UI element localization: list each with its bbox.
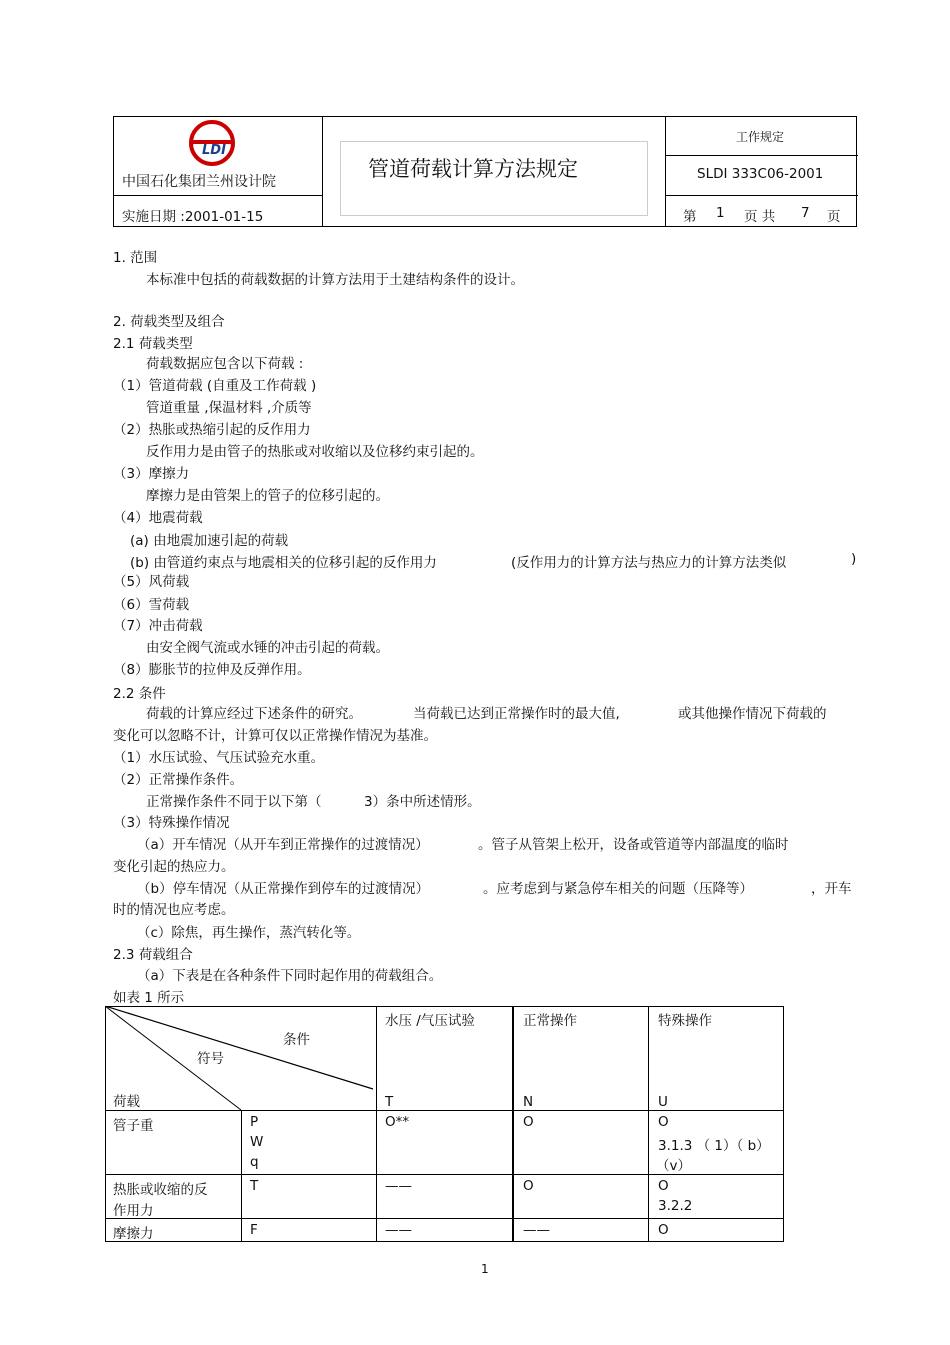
- institute-logo: [187, 119, 237, 167]
- page-number: 1: [481, 1262, 489, 1276]
- row1-test: O**: [385, 1114, 410, 1130]
- doc-title: 管道荷载计算方法规定: [368, 157, 578, 181]
- diagonal-header-lines: [105, 1006, 377, 1111]
- section-1-heading: 1. 范围: [113, 250, 158, 266]
- row3-symbol: F: [250, 1222, 258, 1238]
- section-2-2-para-a: 荷载的计算应经过下述条件的研究。: [146, 706, 362, 722]
- section-2-3-text: （a）下表是在各种条件下同时起作用的荷载组合。: [137, 968, 443, 984]
- condition-3: （3）特殊操作情况: [113, 815, 230, 831]
- load-item-2-detail: 反作用力是由管子的热胀或对收缩以及位移约束引起的。: [146, 444, 484, 460]
- condition-2-detail-b: 3）条中所述情形。: [364, 794, 481, 810]
- row1-special-ref2: （v）: [656, 1158, 691, 1174]
- col-header-special: 特殊操作: [658, 1013, 712, 1029]
- load-item-2: （2）热胀或热缩引起的反作用力: [113, 422, 311, 438]
- row2-load-cont: 作用力: [113, 1203, 154, 1219]
- section-2-heading: 2. 荷载类型及组合: [113, 314, 225, 330]
- condition-3a: （a）开车情况（从开车到正常操作的过渡情况）: [137, 837, 429, 853]
- section-2-2-para-b: 当荷载已达到正常操作时的最大值,: [413, 706, 620, 722]
- load-combination-table: [105, 1006, 784, 1242]
- row2-symbol: T: [250, 1178, 259, 1194]
- condition-1: （1）水压试验、气压试验充水重。: [113, 750, 325, 766]
- load-item-8: （8）膨胀节的拉伸及反弹作用。: [113, 662, 311, 678]
- condition-2: （2）正常操作条件。: [113, 772, 244, 788]
- row1-special-ref: 3.1.3 （ 1）（ b）: [658, 1138, 770, 1154]
- load-item-4b-note: (反作用力的计算方法与热应力的计算方法类似: [511, 555, 787, 571]
- row1-normal: O: [523, 1114, 534, 1130]
- load-item-7: （7）冲击荷载: [113, 618, 203, 634]
- table-caption: 如表 1 所示: [113, 990, 185, 1006]
- row1-symbol-p: P: [250, 1114, 259, 1130]
- row3-test: ——: [385, 1222, 412, 1238]
- diag-condition-label: 条件: [283, 1032, 310, 1048]
- page-info-4: 7: [801, 205, 810, 221]
- doc-number: SLDI 333C06-2001: [697, 166, 824, 182]
- section-1-text: 本标准中包括的荷载数据的计算方法用于土建结构条件的设计。: [146, 272, 524, 288]
- row2-load: 热胀或收缩的反: [113, 1182, 208, 1198]
- condition-3c: （c）除焦，再生操作，蒸汽转化等。: [137, 925, 361, 941]
- org-name: 中国石化集团兰州设计院: [122, 174, 276, 190]
- col-symbol-special: U: [658, 1094, 668, 1110]
- load-item-1: （1）管道荷载 (自重及工作荷载 ): [113, 378, 317, 394]
- diag-symbol-label: 符号: [197, 1051, 224, 1067]
- load-item-4a: (a) 由地震加速引起的荷载: [130, 533, 289, 549]
- svg-text:LDI: LDI: [202, 143, 226, 158]
- row3-normal: ——: [523, 1222, 550, 1238]
- page-info-1: 第: [683, 209, 697, 225]
- load-item-5: （5）风荷载: [113, 574, 190, 590]
- doc-type: 工作规定: [736, 130, 785, 144]
- load-item-1-detail: 管道重量 ,保温材料 ,介质等: [146, 400, 312, 416]
- condition-3b-cont2: ，开车: [811, 881, 852, 897]
- page-info-5: 页: [827, 209, 841, 225]
- load-item-7-detail: 由安全阀气流或水锤的冲击引起的荷载。: [146, 640, 389, 656]
- col-symbol-normal: N: [523, 1094, 534, 1110]
- diag-load-label: 荷载: [113, 1094, 140, 1110]
- section-2-1-heading: 2.1 荷载类型: [113, 336, 193, 352]
- condition-3b-cont: 。应考虑到与紧急停车相关的问题（压降等）: [483, 881, 753, 897]
- section-2-3-heading: 2.3 荷载组合: [113, 947, 193, 963]
- load-item-6: （6）雪荷载: [113, 597, 190, 613]
- page-info-2: 1: [716, 205, 725, 221]
- col-header-normal: 正常操作: [523, 1013, 577, 1029]
- row2-test: ——: [385, 1178, 412, 1194]
- row1-load: 管子重: [113, 1118, 154, 1134]
- page-info-3: 页 共: [744, 209, 776, 225]
- load-item-4: （4）地震荷载: [113, 510, 203, 526]
- condition-2-detail-a: 正常操作条件不同于以下第（: [146, 794, 322, 810]
- document-header: [113, 116, 857, 227]
- load-item-3-detail: 摩擦力是由管架上的管子的位移引起的。: [146, 488, 389, 504]
- row2-special-ref: 3.2.2: [658, 1198, 693, 1214]
- condition-3a-cont: 。管子从管架上松开，设备或管道等内部温度的临时: [478, 837, 789, 853]
- row3-special: O: [658, 1222, 669, 1238]
- load-item-3: （3）摩擦力: [113, 466, 190, 482]
- row1-symbol-w: W: [250, 1134, 264, 1150]
- row1-special: O: [658, 1114, 669, 1130]
- condition-3b: （b）停车情况（从正常操作到停车的过渡情况）: [137, 881, 430, 897]
- condition-3b-end: 时的情况也应考虑。: [113, 902, 235, 918]
- row2-normal: O: [523, 1178, 534, 1194]
- load-item-4b-close: ): [851, 551, 857, 567]
- load-item-4b: (b) 由管道约束点与地震相关的位移引起的反作用力: [130, 555, 437, 571]
- section-2-2-para-c: 或其他操作情况下荷载的: [678, 706, 827, 722]
- row2-special: O: [658, 1178, 669, 1194]
- condition-3a-end: 变化引起的热应力。: [113, 859, 235, 875]
- effective-date: 实施日期 :2001-01-15: [122, 209, 264, 225]
- row3-load: 摩擦力: [113, 1226, 154, 1242]
- row1-symbol-q: q: [250, 1154, 259, 1170]
- section-2-2-para-2: 变化可以忽略不计，计算可仅以正常操作情况为基准。: [113, 728, 437, 744]
- section-2-1-intro: 荷载数据应包含以下荷载 :: [146, 356, 304, 372]
- section-2-2-heading: 2.2 条件: [113, 686, 166, 702]
- col-header-test: 水压 /气压试验: [385, 1013, 475, 1029]
- col-symbol-test: T: [385, 1094, 394, 1110]
